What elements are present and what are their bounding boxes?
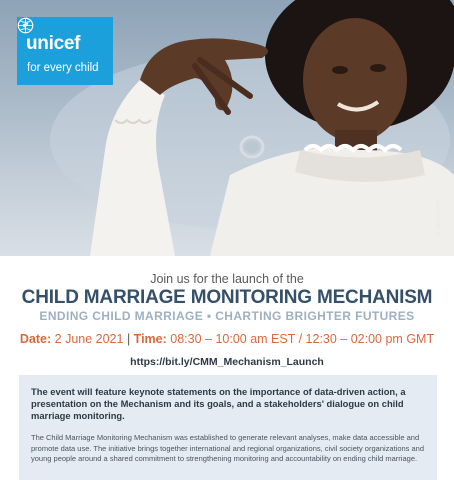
brand-name: unicef	[26, 33, 81, 54]
event-details	[0, 256, 454, 480]
unicef-emblem-icon	[17, 17, 34, 34]
date-time-line	[0, 332, 454, 346]
event-title: CHILD MARRIAGE MONITORING MECHANISM	[21, 287, 433, 308]
event-intro: Join us for the launch of the	[150, 272, 304, 286]
date-value: 2 June 2021	[54, 332, 124, 346]
mechanism-description: The Child Marriage Monitoring Mechanism was established to generate relevant analyses, make data accessible and promote data use. The initiative brings together international and regional organizations, civil society organizations and young people around a shared commitment to strengthening monitoring and accountability on ending child marriage.	[31, 433, 425, 463]
photo-credit: © UNICEF/UN0...	[436, 196, 442, 236]
event-subtitle: ENDING CHILD MARRIAGE • CHARTING BRIGHTER FUTURES	[39, 309, 415, 323]
unicef-logo	[17, 17, 113, 85]
brand-tagline: for every child	[27, 62, 99, 74]
registration-link[interactable]: https://bit.ly/CMM_Mechanism_Launch	[130, 356, 324, 368]
description-panel	[19, 375, 437, 480]
time-value: 08:30 – 10:00 am EST / 12:30 – 02:00 pm GMT	[170, 332, 435, 346]
date-time-separator: |	[126, 332, 131, 346]
event-summary: The event will feature keynote statements on the importance of data-driven action, a presentation on the Mechanism and its goals, and a stakeholders' dialogue on child marriage monitoring.	[31, 386, 406, 421]
time-label: Time:	[133, 332, 167, 346]
date-label: Date:	[19, 332, 52, 346]
